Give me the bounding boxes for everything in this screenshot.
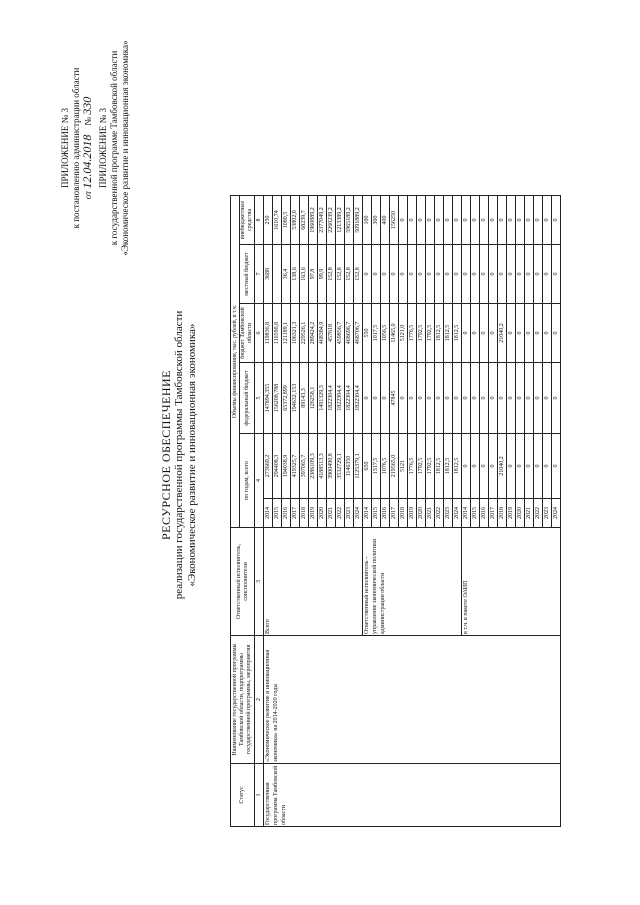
extra-cell: 1960889,2 — [309, 196, 318, 245]
local-cell: 0 — [471, 245, 480, 304]
total-cell: 0 — [507, 434, 516, 499]
local-cell: 0 — [381, 245, 390, 304]
total-cell: 3900490,8 — [327, 434, 336, 499]
year-cell: 2015 — [471, 499, 480, 528]
local-cell: 0 — [372, 245, 381, 304]
regional-cell: 1812,5 — [435, 304, 444, 363]
federal-cell: 0 — [498, 363, 507, 434]
extra-cell: 1213389,2 — [336, 196, 345, 245]
regional-cell: 11465,0 — [390, 304, 399, 363]
federal-cell: 0 — [372, 363, 381, 434]
year-cell: 2020 — [318, 499, 327, 528]
local-cell — [273, 245, 282, 304]
federal-cell: 0 — [408, 363, 417, 434]
local-cell: 0 — [525, 245, 534, 304]
total-cell: 0 — [516, 434, 525, 499]
federal-cell: 0 — [435, 363, 444, 434]
title-line-3: «Экономическое развитие и инновационная экономика» — [186, 323, 198, 587]
total-cell: 4188513,3 — [318, 434, 327, 499]
extra-cell: 68239,7 — [300, 196, 309, 245]
year-cell: 2015 — [372, 499, 381, 528]
extra-cell: 250 — [264, 196, 273, 245]
year-cell: 2024 — [354, 499, 363, 528]
local-cell: 152,8 — [327, 245, 336, 304]
local-cell: 3688 — [264, 245, 273, 304]
federal-cell: 0 — [462, 363, 471, 434]
year-cell: 2023 — [444, 499, 453, 528]
regional-cell: 0 — [525, 304, 534, 363]
col-num: 8 — [255, 196, 264, 245]
year-cell: 2020 — [417, 499, 426, 528]
extra-cell: 100 — [363, 196, 372, 245]
local-cell: 0 — [390, 245, 399, 304]
regional-cell: 121189,1 — [282, 304, 291, 363]
executor-cell: Всего — [264, 528, 363, 636]
total-cell: 294408,3 — [273, 434, 282, 499]
year-cell: 2021 — [426, 499, 435, 528]
federal-cell: 194632,153 — [291, 363, 300, 434]
extra-cell: 53802,0 — [291, 196, 300, 245]
regional-cell: 21040,2 — [498, 304, 507, 363]
regional-cell: 1776,5 — [408, 304, 417, 363]
federal-cell: 0 — [525, 363, 534, 434]
extra-cell: 1080,5 — [282, 196, 291, 245]
year-cell: 2014 — [264, 499, 273, 528]
year-cell: 2017 — [291, 499, 300, 528]
appendix-title-2: ПРИЛОЖЕНИЕ № 3 — [98, 107, 108, 189]
year-cell: 2018 — [399, 499, 408, 528]
header-executor: Ответственный исполнитель, соисполнители — [231, 528, 255, 636]
regional-cell: 468696,7 — [345, 304, 354, 363]
year-cell: 2022 — [336, 499, 345, 528]
date-number-line: от 12.04.2018 № 330 — [80, 96, 94, 200]
federal-cell: 0 — [471, 363, 480, 434]
regional-cell: 119836,8 — [264, 304, 273, 363]
extra-cell: 5965189,2 — [345, 196, 354, 245]
federal-cell: 0 — [426, 363, 435, 434]
header-status: Статус — [231, 764, 255, 827]
year-cell: 2014 — [363, 499, 372, 528]
local-cell: 99,9 — [318, 245, 327, 304]
federal-cell: 0 — [543, 363, 552, 434]
total-cell: 1792,5 — [426, 434, 435, 499]
federal-cell: 47845 — [390, 363, 399, 434]
title-line-1: РЕСУРСНОЕ ОБЕСПЕЧЕНИЕ — [159, 370, 173, 541]
header-regional: бюджет Тамбовской области — [240, 304, 255, 363]
extra-cell: 156250 — [390, 196, 399, 245]
resource-table — [230, 195, 561, 827]
extra-cell: 0 — [543, 196, 552, 245]
regional-cell: 0 — [462, 304, 471, 363]
extra-cell: 2260239,2 — [327, 196, 336, 245]
federal-cell: 0 — [516, 363, 525, 434]
appendix-header — [60, 18, 131, 278]
year-cell: 2014 — [462, 499, 471, 528]
local-cell: 0 — [480, 245, 489, 304]
regional-cell: 1056,5 — [381, 304, 390, 363]
local-cell: 0 — [552, 245, 561, 304]
extra-cell: 0 — [507, 196, 516, 245]
regional-cell: 229526,1 — [300, 304, 309, 363]
total-cell: 0 — [534, 434, 543, 499]
federal-cell: 0 — [453, 363, 462, 434]
header-extra: внебюджетные средства — [240, 196, 255, 245]
year-cell: 2022 — [534, 499, 543, 528]
total-cell: 0 — [543, 434, 552, 499]
regional-cell: 468706,7 — [354, 304, 363, 363]
local-cell: 0 — [498, 245, 507, 304]
local-cell: 0 — [444, 245, 453, 304]
year-cell: 2021 — [327, 499, 336, 528]
federal-cell: 1491329,3 — [318, 363, 327, 434]
program-name: «Экономическое развитие и инновационная экономика» — [120, 40, 130, 256]
local-cell: 36,4 — [282, 245, 291, 304]
appendix-title: ПРИЛОЖЕНИЕ № 3 — [60, 107, 70, 189]
extra-cell: 0 — [516, 196, 525, 245]
total-cell: 1076,5 — [381, 434, 390, 499]
local-cell: 163,6 — [300, 245, 309, 304]
program-name-cell: «Экономическое развитие и инновационная экономика» на 2014-2020 годы — [264, 636, 561, 764]
header-by-years: по годам, всего — [240, 434, 255, 528]
total-cell: 419325,7 — [291, 434, 300, 499]
regional-cell: 0 — [471, 304, 480, 363]
local-cell: 0 — [516, 245, 525, 304]
col-num: 3 — [255, 528, 264, 636]
federal-cell: 0 — [399, 363, 408, 434]
extra-cell: 0 — [525, 196, 534, 245]
executor-cell: Ответственный исполнитель – управление экономической политики администрации области — [363, 528, 462, 636]
total-cell: 194038,9 — [282, 434, 291, 499]
local-cell: 152,8 — [354, 245, 363, 304]
extra-cell: 0 — [462, 196, 471, 245]
regional-cell: 5121,0 — [399, 304, 408, 363]
year-cell: 2023 — [543, 499, 552, 528]
local-cell: 0 — [453, 245, 462, 304]
extra-cell: 0 — [480, 196, 489, 245]
local-cell: 0 — [399, 245, 408, 304]
year-cell: 2022 — [435, 499, 444, 528]
federal-cell: 0 — [507, 363, 516, 434]
total-cell: 3532729,1 — [336, 434, 345, 499]
federal-cell: 1822304,4 — [345, 363, 354, 434]
regional-cell: 1812,5 — [444, 304, 453, 363]
regional-cell: 1812,5 — [453, 304, 462, 363]
regional-cell: 0 — [489, 304, 498, 363]
regional-cell: 468384,9 — [318, 304, 327, 363]
table-row — [264, 196, 273, 827]
document-title — [160, 175, 199, 735]
total-cell: 1812,5 — [444, 434, 453, 499]
regional-cell: 1017,5 — [372, 304, 381, 363]
total-cell: 397065,7 — [300, 434, 309, 499]
year-cell: 2016 — [381, 499, 390, 528]
local-cell: 97,8 — [309, 245, 318, 304]
col-num: 2 — [255, 636, 264, 764]
federal-cell: 1822304,4 — [336, 363, 345, 434]
decree-line: к постановлению администрации области — [71, 67, 81, 229]
year-cell: 2021 — [525, 499, 534, 528]
extra-cell: 0 — [435, 196, 444, 245]
extra-cell: 0 — [444, 196, 453, 245]
total-cell: 219565,0 — [390, 434, 399, 499]
total-cell: 0 — [489, 434, 498, 499]
col-num: 7 — [255, 245, 264, 304]
extra-cell: 0 — [489, 196, 498, 245]
local-cell: 0 — [426, 245, 435, 304]
title-line-2: реализации государственной программы Тамбовской области — [173, 310, 185, 600]
federal-cell: 89143,3 — [300, 363, 309, 434]
year-cell: 2023 — [345, 499, 354, 528]
extra-cell: 1610,74 — [273, 196, 282, 245]
local-cell: 0 — [462, 245, 471, 304]
total-cell: 0 — [471, 434, 480, 499]
regional-cell: 459856,7 — [336, 304, 345, 363]
local-cell: 0 — [534, 245, 543, 304]
year-cell: 2019 — [408, 499, 417, 528]
regional-cell: 116590,8 — [273, 304, 282, 363]
total-cell: 2386109,3 — [309, 434, 318, 499]
extra-cell: 0 — [426, 196, 435, 245]
total-cell: 1146350 — [345, 434, 354, 499]
local-cell: 138,6 — [291, 245, 300, 304]
local-cell: 0 — [507, 245, 516, 304]
extra-cell: 0 — [552, 196, 561, 245]
extra-cell: 0 — [453, 196, 462, 245]
year-cell: 2024 — [453, 499, 462, 528]
federal-cell: 0 — [480, 363, 489, 434]
year-cell: 2016 — [282, 499, 291, 528]
decree-number: 330 — [80, 96, 94, 115]
regional-cell: 106321,3 — [291, 304, 300, 363]
regional-cell: 0 — [543, 304, 552, 363]
total-cell: 0 — [552, 434, 561, 499]
federal-cell: 0 — [363, 363, 372, 434]
federal-cell: 0 — [444, 363, 453, 434]
extra-cell: 2377049,2 — [318, 196, 327, 245]
year-cell: 2020 — [516, 499, 525, 528]
executor-cell: в т.ч. в пакете ОАИП — [462, 528, 561, 636]
year-cell: 2017 — [489, 499, 498, 528]
total-cell: 0 — [462, 434, 471, 499]
extra-cell: 0 — [534, 196, 543, 245]
extra-cell: 5091889,2 — [354, 196, 363, 245]
regional-cell: 1792,5 — [426, 304, 435, 363]
local-cell: 0 — [543, 245, 552, 304]
local-cell: 0 — [408, 245, 417, 304]
federal-cell: 65372,899 — [282, 363, 291, 434]
col-num: 1 — [255, 764, 264, 827]
local-cell: 152,8 — [336, 245, 345, 304]
col-num: 4 — [255, 434, 264, 528]
total-cell: 21040,2 — [498, 434, 507, 499]
extra-cell: 0 — [498, 196, 507, 245]
regional-cell: 0 — [534, 304, 543, 363]
regional-cell: 0 — [552, 304, 561, 363]
federal-cell: 147894,355 — [264, 363, 273, 434]
federal-cell: 0 — [552, 363, 561, 434]
regional-cell: 550 — [363, 304, 372, 363]
total-cell: 650 — [363, 434, 372, 499]
local-cell: 0 — [363, 245, 372, 304]
federal-cell: 156208,788 — [273, 363, 282, 434]
extra-cell: 300 — [372, 196, 381, 245]
year-cell: 2019 — [507, 499, 516, 528]
local-cell: 0 — [489, 245, 498, 304]
regional-cell: 0 — [507, 304, 516, 363]
col-num: 5 — [255, 363, 264, 434]
regional-cell: 289424,2 — [309, 304, 318, 363]
status-cell: Государственная программа Тамбовской области — [264, 764, 561, 827]
regional-cell: 0 — [516, 304, 525, 363]
total-cell: 0 — [480, 434, 489, 499]
year-cell: 2018 — [498, 499, 507, 528]
regional-cell: 0 — [480, 304, 489, 363]
total-cell: 1812,5 — [435, 434, 444, 499]
local-cell: 0 — [435, 245, 444, 304]
decree-date: 12.04.2018 — [80, 134, 94, 189]
header-volume: Объемы финансирования, тыс. рублей, в т.ч. — [231, 196, 240, 528]
federal-cell: 1822304,4 — [354, 363, 363, 434]
extra-cell: 0 — [417, 196, 426, 245]
total-cell: 1792,5 — [417, 434, 426, 499]
federal-cell: 126258,1 — [309, 363, 318, 434]
extra-cell: 400 — [381, 196, 390, 245]
program-ref: к государственной программе Тамбовской области — [109, 50, 119, 246]
year-cell: 2016 — [480, 499, 489, 528]
extra-cell: 0 — [471, 196, 480, 245]
regional-cell: 457618 — [327, 304, 336, 363]
federal-cell: 0 — [417, 363, 426, 434]
regional-cell: 1792,5 — [417, 304, 426, 363]
col-num: 6 — [255, 304, 264, 363]
total-cell: 5121 — [399, 434, 408, 499]
header-federal: федеральный бюджет — [240, 363, 255, 434]
total-cell: 273669,2 — [264, 434, 273, 499]
total-cell: 1812,5 — [453, 434, 462, 499]
federal-cell: 1822304,4 — [327, 363, 336, 434]
total-cell: 0 — [525, 434, 534, 499]
total-cell: 1776,5 — [408, 434, 417, 499]
header-local: местный бюджет — [240, 245, 255, 304]
year-cell: 2019 — [309, 499, 318, 528]
total-cell: 1125379,1 — [354, 434, 363, 499]
federal-cell: 0 — [534, 363, 543, 434]
year-cell: 2018 — [300, 499, 309, 528]
local-cell: 0 — [417, 245, 426, 304]
header-name: Наименование государственной программы Тамбовской области, подпрограммы государственной программы, мероприятия — [231, 636, 255, 764]
column-numbers-row — [255, 196, 264, 827]
federal-cell: 0 — [489, 363, 498, 434]
year-cell: 2017 — [390, 499, 399, 528]
extra-cell: 0 — [399, 196, 408, 245]
year-cell: 2015 — [273, 499, 282, 528]
year-cell: 2024 — [552, 499, 561, 528]
local-cell: 152,8 — [345, 245, 354, 304]
total-cell: 1317,5 — [372, 434, 381, 499]
federal-cell: 0 — [381, 363, 390, 434]
table-body — [264, 196, 561, 827]
extra-cell: 0 — [408, 196, 417, 245]
